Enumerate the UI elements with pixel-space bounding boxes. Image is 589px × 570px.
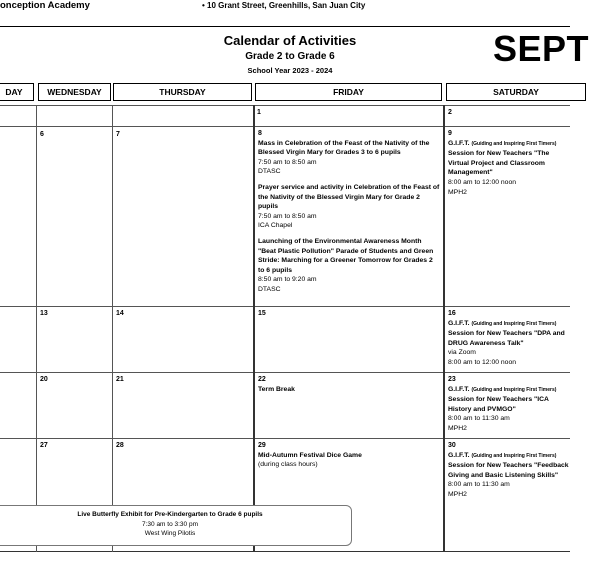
event-title: Prayer service and activity in Celebration of the Feast of the Nativity of the Blessed Virgin Mary for Grade 2 pupils bbox=[258, 183, 440, 211]
day-cell-8 bbox=[258, 129, 440, 305]
day-cell-20 bbox=[40, 375, 110, 385]
day-cell-13 bbox=[40, 309, 110, 319]
gift-label: G.I.F.T. (Guiding and Inspiring First Timers) bbox=[448, 139, 557, 147]
grid-line bbox=[36, 105, 37, 552]
exhibit-title: Live Butterfly Exhibit for Pre-Kindergarten to Grade 6 pupils bbox=[77, 511, 263, 518]
day-header-thursday: THURSDAY bbox=[113, 83, 252, 101]
event-item bbox=[258, 183, 440, 231]
day-header-tuesday: DAY bbox=[0, 83, 34, 101]
day-number: 20 bbox=[40, 376, 48, 383]
day-number: 23 bbox=[448, 376, 456, 383]
event-time: 8:50 am to 9:20 am bbox=[258, 276, 317, 284]
event-venue: MPH2 bbox=[448, 188, 467, 196]
day-number: 15 bbox=[258, 310, 266, 317]
grid-line bbox=[0, 306, 570, 307]
day-cell-30 bbox=[448, 441, 570, 549]
day-number: 29 bbox=[258, 442, 266, 449]
event-note: (during class hours) bbox=[258, 461, 318, 469]
grid-line bbox=[0, 372, 570, 373]
event-title: Session for New Teachers "Feedback Giving and Basic Listening Skills" bbox=[448, 462, 569, 479]
event-title: Session for New Teachers "ICA History and PVMGO" bbox=[448, 396, 549, 413]
event-via: via Zoom bbox=[448, 349, 476, 357]
event-time: 8:00 am to 12:00 noon bbox=[448, 358, 517, 366]
school-name: onception Academy bbox=[0, 0, 90, 11]
day-cell-29 bbox=[258, 441, 440, 470]
day-header-wednesday: WEDNESDAY bbox=[38, 83, 111, 101]
day-number: 30 bbox=[448, 442, 456, 449]
day-number: 16 bbox=[448, 310, 456, 317]
day-number: 6 bbox=[40, 131, 44, 138]
day-header-friday: FRIDAY bbox=[255, 83, 442, 101]
exhibit-banner bbox=[0, 505, 352, 546]
page-title: Calendar of Activities bbox=[223, 33, 357, 48]
gift-label: G.I.F.T. (Guiding and Inspiring First Timers) bbox=[448, 451, 557, 459]
event-time: 8:00 am to 11:30 am bbox=[448, 481, 510, 489]
month-label: SEPT bbox=[493, 28, 589, 69]
calendar-heading bbox=[160, 33, 420, 76]
event-title: Mass in Celebration of the Feast of the Nativity of the Blessed Virgin Mary for Grades 3 to 6 pupils bbox=[258, 139, 430, 157]
day-cell-28 bbox=[116, 441, 250, 451]
day-number: 2 bbox=[448, 109, 452, 116]
day-header-saturday: SATURDAY bbox=[446, 83, 586, 101]
day-cell-21 bbox=[116, 375, 250, 385]
day-number: 22 bbox=[258, 376, 266, 383]
day-number: 9 bbox=[448, 130, 452, 137]
day-cell-7 bbox=[116, 130, 250, 140]
day-cell-9 bbox=[448, 129, 570, 305]
page-subtitle: Grade 2 to Grade 6 bbox=[245, 51, 335, 62]
day-number: 14 bbox=[116, 310, 124, 317]
day-number: 1 bbox=[257, 109, 261, 116]
event-venue: MPH2 bbox=[448, 490, 467, 498]
event-title: Launching of the Environmental Awareness Month "Beat Plastic Pollution" Parade of Students and Green Stride: Marching for a Greener Tomorrow for Grades 2 to 6 pupils bbox=[258, 237, 434, 274]
day-number: 7 bbox=[116, 131, 120, 138]
day-number: 27 bbox=[40, 442, 48, 449]
day-cell-2 bbox=[448, 108, 570, 118]
event-time: 7:50 am to 8:50 am bbox=[258, 212, 317, 220]
grid-line bbox=[0, 551, 570, 552]
event-time: 7:50 am to 8:50 am bbox=[258, 158, 317, 166]
event-venue: DTASC bbox=[258, 285, 281, 293]
event-item bbox=[258, 139, 440, 177]
grid-line bbox=[443, 105, 445, 552]
event-time: 8:00 am to 11:30 am bbox=[448, 415, 510, 423]
event-venue: MPH2 bbox=[448, 424, 467, 432]
grid-line bbox=[112, 105, 113, 552]
day-cell-15 bbox=[258, 309, 440, 319]
day-number: 28 bbox=[116, 442, 124, 449]
header-rule bbox=[0, 12, 570, 27]
grid-line bbox=[253, 105, 255, 552]
event-title: Mid-Autumn Festival Dice Game bbox=[258, 451, 362, 459]
day-number: 13 bbox=[40, 310, 48, 317]
event-title: Session for New Teachers "DPA and DRUG Awareness Talk" bbox=[448, 330, 565, 347]
exhibit-time: 7:30 am to 3:30 pm bbox=[141, 520, 198, 528]
day-cell-22 bbox=[258, 375, 440, 394]
day-number: 21 bbox=[116, 376, 124, 383]
event-title: Term Break bbox=[258, 385, 295, 393]
grid-line bbox=[0, 126, 570, 127]
event-venue: ICA Chapel bbox=[258, 222, 293, 230]
grid-line bbox=[0, 105, 570, 106]
exhibit-venue: West Wing Pilotis bbox=[144, 530, 196, 537]
event-time: 8:00 am to 12:00 noon bbox=[448, 178, 517, 186]
day-cell-16 bbox=[448, 309, 570, 371]
event-title: Session for New Teachers "The Virtual Project and Classroom Management" bbox=[448, 150, 550, 177]
event-venue: DTASC bbox=[258, 168, 281, 176]
day-cell-6 bbox=[40, 130, 110, 140]
school-address: • 10 Grant Street, Greenhills, San Juan City bbox=[202, 1, 366, 10]
day-cell-1 bbox=[257, 108, 440, 118]
gift-label: G.I.F.T. (Guiding and Inspiring First Timers) bbox=[448, 385, 557, 393]
school-year: School Year 2023 - 2024 bbox=[247, 66, 333, 75]
day-cell-14 bbox=[116, 309, 250, 319]
grid-line bbox=[0, 438, 570, 439]
gift-label: G.I.F.T. (Guiding and Inspiring First Timers) bbox=[448, 319, 557, 327]
event-item bbox=[258, 237, 440, 295]
day-cell-27 bbox=[40, 441, 110, 451]
day-cell-23 bbox=[448, 375, 570, 437]
day-number: 8 bbox=[258, 130, 262, 137]
